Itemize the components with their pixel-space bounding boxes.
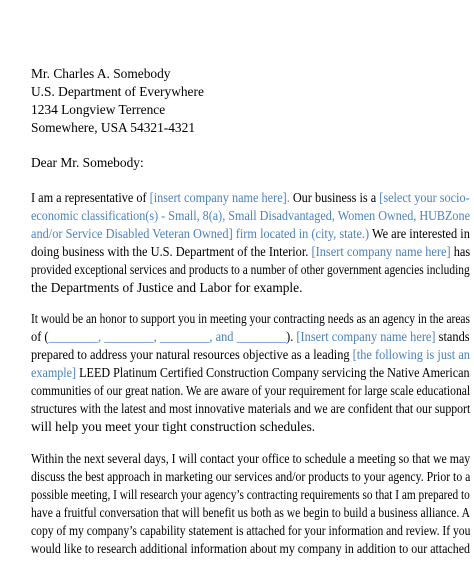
paragraph-2-line-1: It would be an honor to support you in meeting your contracting needs as an agency in the areas [31,311,470,326]
paragraph-3-line-6: would like to research additional information about my company in addition to our attached [31,541,470,556]
placeholder-location: firm located in (city, state.) [235,226,370,241]
paragraph-1-line-6: the Departments of Justice and Labor for example. [31,280,303,295]
paragraph-2-line-7: will help you meet your tight construction schedules. [31,419,316,434]
text: LEED Platinum Certified Construction Company servicing the Native American [76,365,470,380]
paragraph-1-line-1 [31,190,470,206]
paragraph-1-line-4 [31,244,470,260]
text: ). [286,329,297,344]
recipient-name: Mr. Charles A. Somebody [31,66,171,81]
paragraph-1-line-3 [31,226,470,242]
text: We are interested in [369,226,470,241]
placeholder-example-end: example] [31,365,77,380]
salutation: Dear Mr. Somebody: [31,155,144,170]
text: prepared to address your natural resources objective as a leading [31,347,353,362]
paragraph-2-line-5: communities of our great nation. We are aware of your requirement for large scale educational [31,383,471,398]
paragraph-3-line-1: Within the next several days, I will contact your office to schedule a meeting so that we may [31,451,471,466]
placeholder-areas: ________, ________, ________, and ________ [48,329,287,344]
text: of ( [31,329,49,344]
paragraph-3-line-2: discuss the best approach in marketing our services and/or products to your agency. Prior to a [31,469,471,484]
recipient-city: Somewhere, USA 54321-4321 [31,120,196,135]
text: Our business is a [289,190,380,205]
text: has [450,244,471,259]
text: stands [435,329,470,344]
paragraph-3-line-4: have a fruitful conversation that will benefit us both as we begin to build a business alliance. A [31,505,471,520]
recipient-department: U.S. Department of Everywhere [31,84,204,99]
placeholder-example: [the following is just an [352,347,470,362]
placeholder-company-name-3: [Insert company name here] [296,329,436,344]
text: doing business with the U.S. Department of the Interior. [31,244,312,259]
paragraph-2-line-2 [31,329,470,345]
paragraph-1-line-5: provided exceptional services and products to a number of other government agencies including [31,262,470,277]
placeholder-classification-end: and/or Service Disabled Veteran Owned] [31,226,233,241]
placeholder-classification: [select your socio- [379,190,470,205]
paragraph-3-line-3: possible meeting, I will research your agency’s contracting requirements so that I am prepared to [31,487,470,502]
placeholder-company-name: [insert company name here]. [149,190,290,205]
paragraph-2-line-6: structures with the latest and most innovative materials and we are confident that our support [31,401,471,416]
placeholder-company-name-2: [Insert company name here] [311,244,451,259]
paragraph-2-line-4 [31,365,470,381]
paragraph-2-line-3 [31,347,470,363]
placeholder-classification-cont: economic classification(s) - Small, 8(a), Small Disadvantaged, Women Owned, HUBZone [31,208,470,223]
paragraph-3-line-5: copy of my company’s capability statement is attached for your information and review. If you [31,523,471,538]
recipient-street: 1234 Longview Terrence [31,102,166,117]
text: I am a representative of [31,190,150,205]
